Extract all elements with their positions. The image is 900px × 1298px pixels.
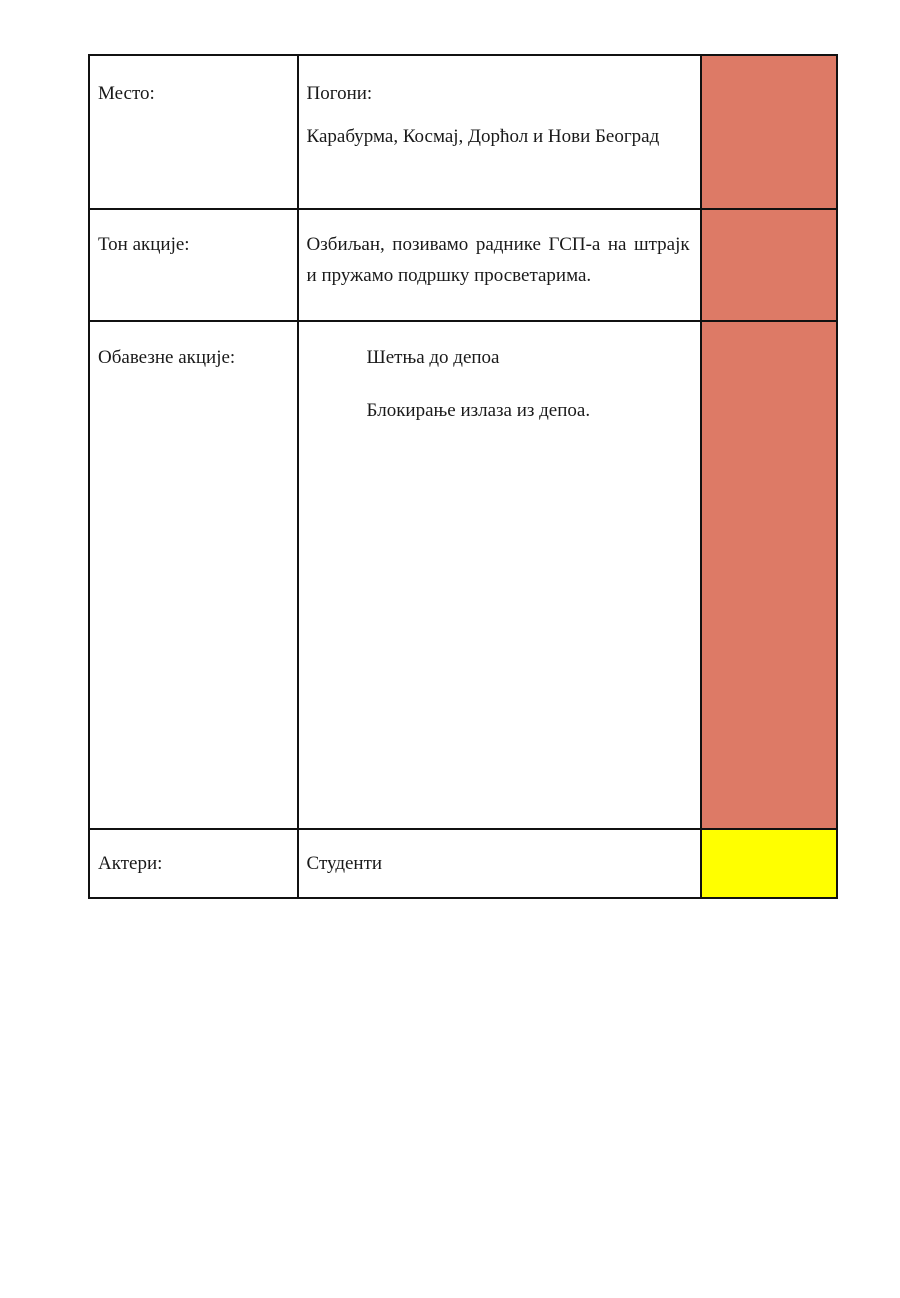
- actors-label: Актери:: [89, 829, 298, 898]
- mandatory-actions-label: Обавезне акције:: [89, 321, 298, 829]
- list-item: Блокирање излаза из депоа.: [366, 400, 591, 421]
- tone-text: Озбиљан, позивамо раднике ГСП-а на штрајк и пружамо подршку просветарима.: [298, 209, 701, 321]
- status-color-cell: [701, 321, 837, 829]
- location-text: Карабурма, Космај, Дорћол и Нови Београд: [306, 126, 660, 147]
- status-color-cell: [701, 209, 837, 321]
- table-row-actors: [89, 829, 837, 898]
- actors-text: Студенти: [298, 829, 701, 898]
- table-row-tone: [89, 209, 837, 321]
- table-row-location: [89, 55, 837, 209]
- status-color-cell: [701, 55, 837, 209]
- tone-label: Тон акције:: [89, 209, 298, 321]
- mandatory-actions-list: [298, 321, 701, 829]
- status-color-cell: [701, 829, 837, 898]
- location-heading: Погони:: [306, 83, 373, 104]
- list-item: Шетња до депоа: [366, 347, 500, 368]
- location-label: Место:: [89, 55, 298, 209]
- document-table: [88, 54, 838, 899]
- location-value: [298, 55, 701, 209]
- table-row-mandatory-actions: [89, 321, 837, 829]
